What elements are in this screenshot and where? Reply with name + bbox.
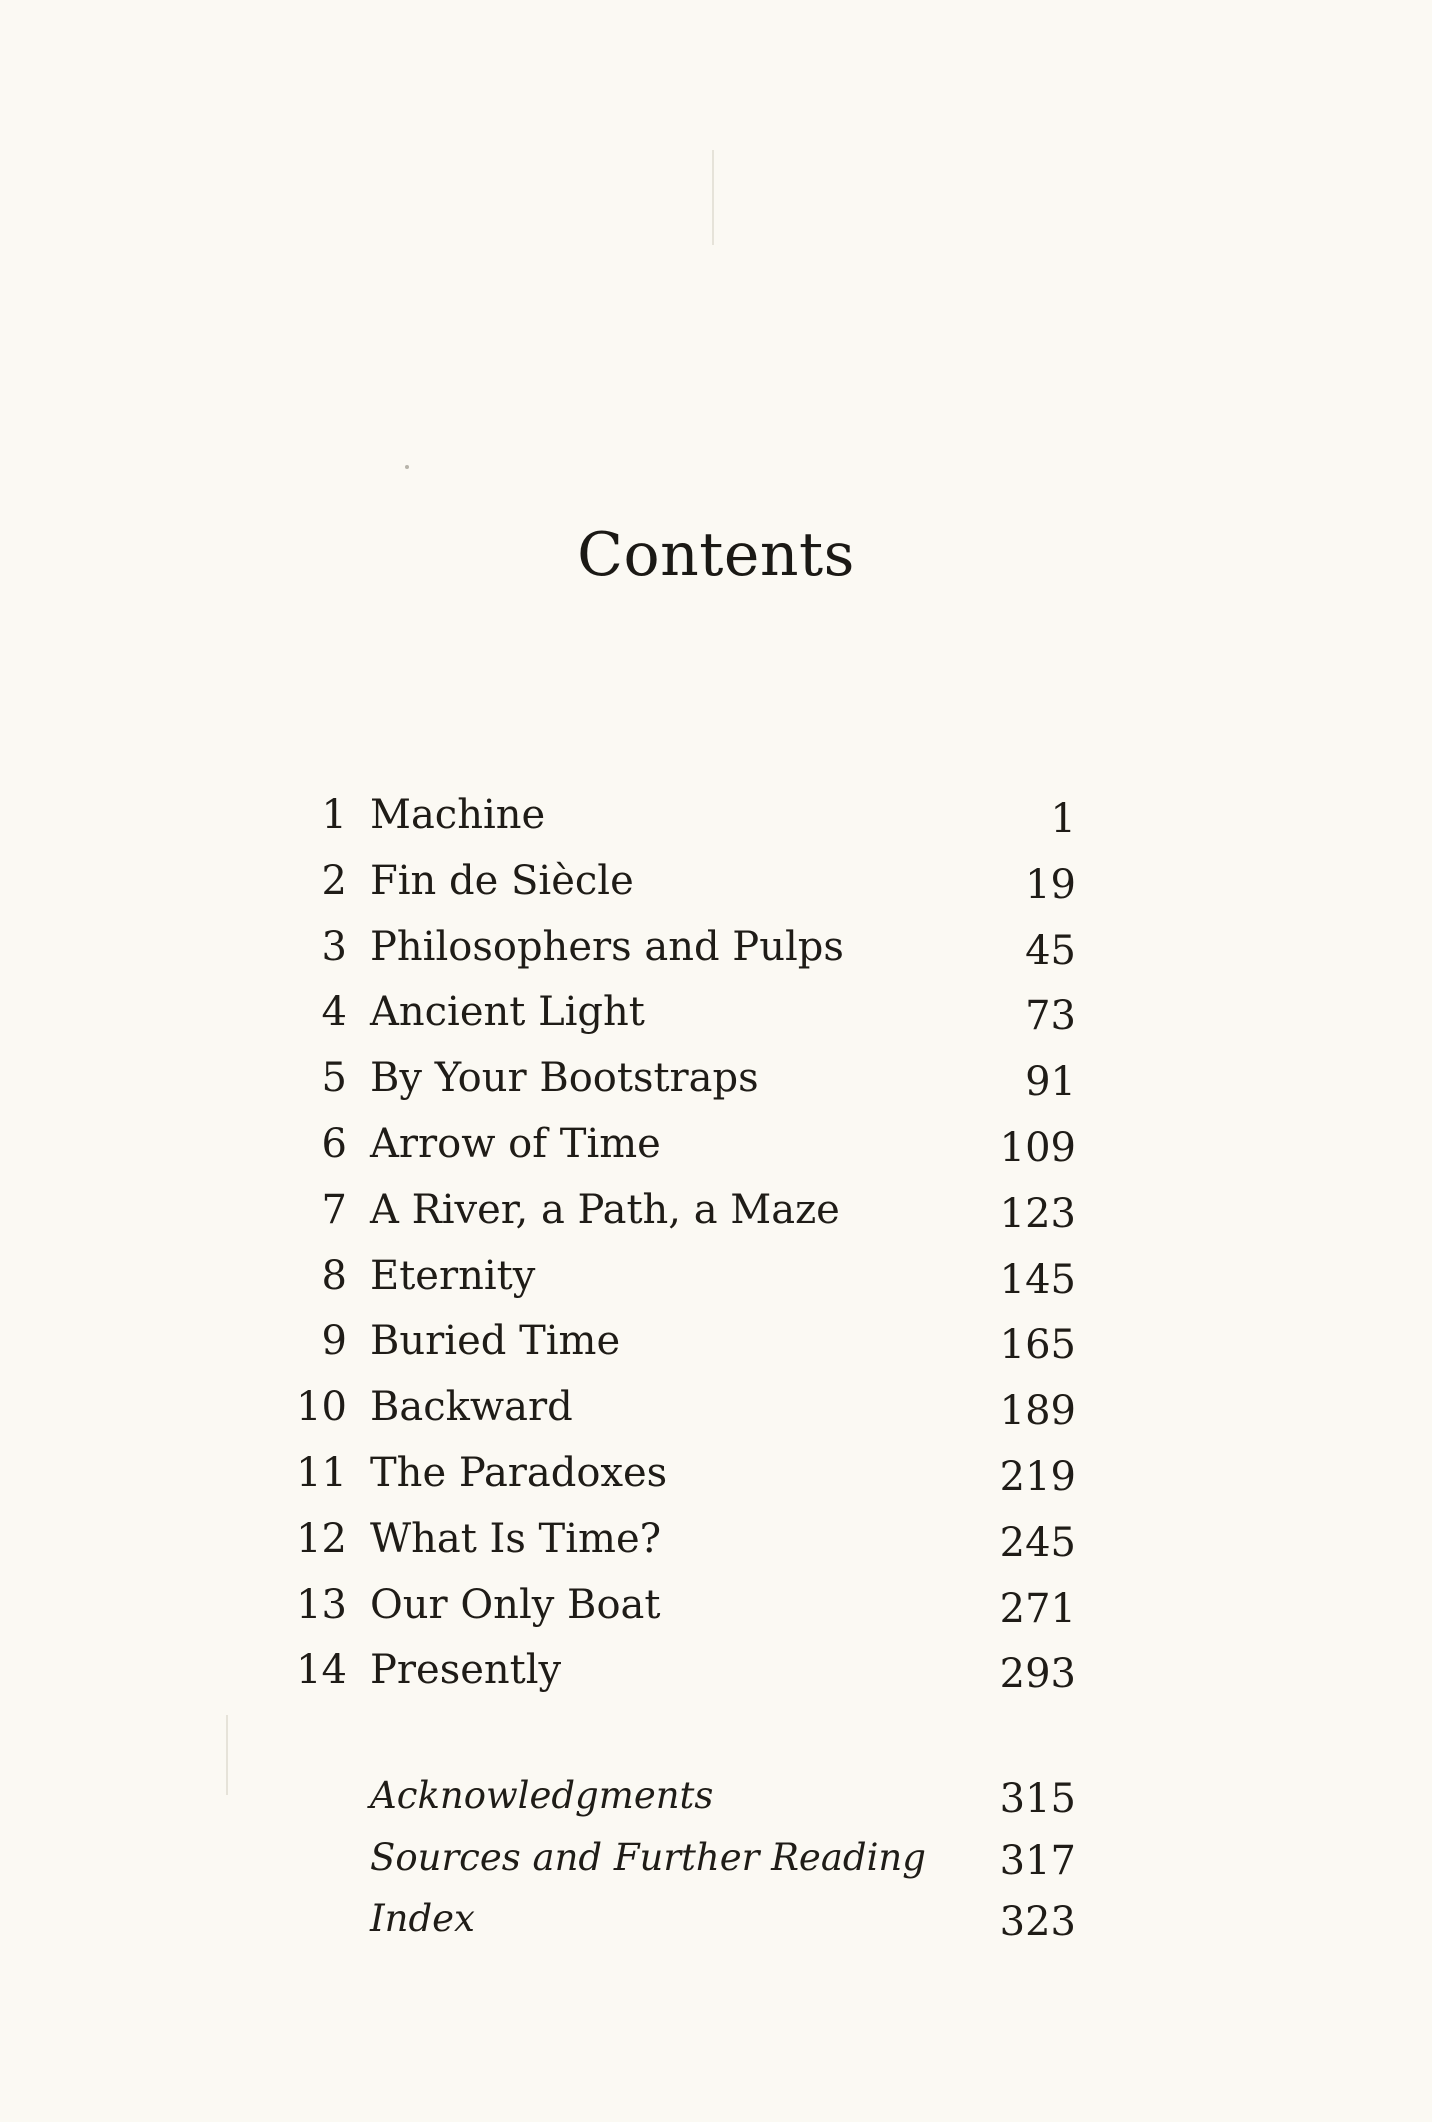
page-number: 165 (999, 1322, 1076, 1369)
page-number: 1 (1050, 796, 1076, 842)
page-title: Contents (577, 520, 855, 590)
toc-entry[interactable] (0, 1178, 1432, 1244)
back-matter-entry[interactable] (0, 1765, 1432, 1827)
chapter-number: 8 (321, 1252, 347, 1299)
chapter-title: By Your Bootstraps (370, 1055, 759, 1102)
toc-entry[interactable] (0, 1638, 1432, 1704)
back-matter (0, 1765, 1432, 1950)
back-matter-entry[interactable] (0, 1888, 1432, 1950)
back-matter-title: Index (370, 1897, 475, 1940)
chapter-number: 6 (321, 1120, 347, 1167)
chapter-title: Our Only Boat (370, 1581, 661, 1628)
toc-entry[interactable] (0, 1309, 1432, 1375)
chapter-number: 7 (321, 1186, 347, 1233)
page-number: 189 (999, 1388, 1076, 1435)
chapter-title: Fin de Siècle (370, 857, 634, 904)
page-number: 317 (999, 1837, 1076, 1884)
chapter-title: Machine (370, 792, 546, 838)
chapter-number: 9 (321, 1318, 347, 1365)
page-number: 323 (999, 1899, 1076, 1945)
table-of-contents (0, 783, 1432, 1704)
chapter-title: Eternity (370, 1252, 536, 1299)
chapter-title: Buried Time (370, 1318, 621, 1365)
back-matter-entry[interactable] (0, 1827, 1432, 1889)
page-number: 293 (999, 1651, 1076, 1698)
page-number: 123 (999, 1190, 1076, 1237)
back-matter-title: Sources and Further Reading (370, 1835, 926, 1879)
toc-entry[interactable] (0, 1375, 1432, 1441)
chapter-number: 13 (296, 1581, 347, 1628)
toc-entry[interactable] (0, 1441, 1432, 1507)
page-number: 271 (999, 1585, 1076, 1632)
chapter-number: 3 (321, 923, 347, 970)
page-number: 109 (999, 1124, 1076, 1171)
page-number: 19 (1025, 861, 1076, 908)
toc-entry[interactable] (0, 1507, 1432, 1573)
scan-artifact (405, 465, 409, 469)
chapter-number: 12 (296, 1515, 347, 1562)
chapter-title: What Is Time? (370, 1515, 662, 1562)
chapter-number: 2 (321, 857, 347, 904)
toc-entry[interactable] (0, 915, 1432, 981)
toc-entry[interactable] (0, 1573, 1432, 1639)
toc-entry[interactable] (0, 1244, 1432, 1310)
page-number: 145 (999, 1256, 1076, 1303)
page-number: 91 (1025, 1059, 1076, 1106)
page-number: 73 (1025, 993, 1076, 1040)
toc-entry[interactable] (0, 783, 1432, 849)
chapter-title: Philosophers and Pulps (370, 923, 844, 970)
chapter-number: 4 (321, 989, 347, 1036)
chapter-title: Arrow of Time (370, 1120, 661, 1167)
chapter-title: Presently (370, 1647, 562, 1694)
chapter-number: 10 (296, 1384, 347, 1431)
back-matter-title: Acknowledgments (370, 1774, 714, 1817)
chapter-title: Backward (370, 1384, 573, 1431)
chapter-number: 1 (321, 792, 347, 838)
page-number: 245 (999, 1519, 1076, 1566)
chapter-title: The Paradoxes (370, 1449, 668, 1496)
page-number: 315 (999, 1776, 1076, 1822)
toc-entry[interactable] (0, 849, 1432, 915)
toc-entry[interactable] (0, 1046, 1432, 1112)
toc-entry[interactable] (0, 1112, 1432, 1178)
chapter-title: A River, a Path, a Maze (370, 1186, 840, 1233)
chapter-title: Ancient Light (370, 989, 645, 1036)
chapter-number: 11 (296, 1449, 347, 1496)
page-number: 45 (1025, 927, 1076, 974)
scan-artifact (712, 150, 714, 245)
toc-entry[interactable] (0, 980, 1432, 1046)
page-number: 219 (999, 1453, 1076, 1500)
chapter-number: 5 (321, 1055, 347, 1102)
chapter-number: 14 (296, 1647, 347, 1694)
